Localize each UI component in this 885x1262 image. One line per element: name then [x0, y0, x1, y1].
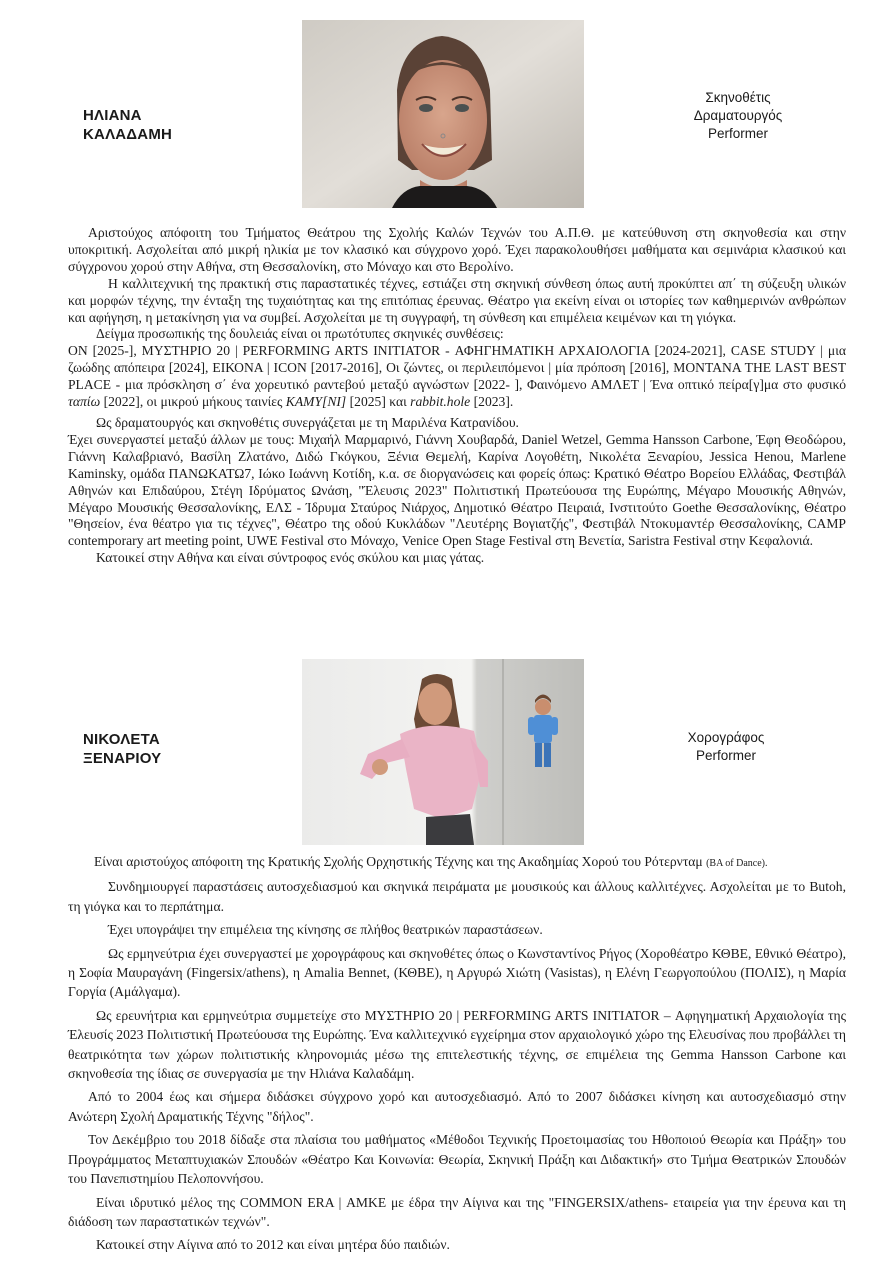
- first-name: ΝΙΚΟΛΕΤΑ: [83, 731, 160, 748]
- profile-photo-1: [302, 20, 584, 208]
- profile-name-1: [83, 106, 172, 144]
- role: Δραματουργός: [693, 108, 783, 123]
- bio-paragraph: Είναι ιδρυτικό μέλος της COMMON ERA | ΑΜΚΕ με έδρα την Αίγινα και της "FINGERSIX/athens- εταιρεία για την έρευνα και τη διάδοση των παραστατικών τεχνών".: [68, 1194, 846, 1229]
- works-text: ΟΝ [2025-], ΜΥΣΤΗΡΙΟ 20 | PERFORMING ARTS INITIATOR - ΑΦΗΓΗΜΑΤΙΚΗ ΑΡΧΑΙΟΛΟΓΙΑ [2024-2021], CASE STUDY | μια ζωώδης απόπειρα [2024], ΕΙΚΟΝΑ | ICON [2017-2016], Οι ζώντες, οι περιλειπόμενοι | μία πρόποση [2016], MONTANA THE LAST BEST PLACE - μια πρόσκληση σ΄ ένα χορευτικό ραντεβού μεταξύ αγνώστων [2022- ], Φαινόμενο ΑΜΛΕΤ | Ένα οπτικό πείρα[γ]μα στο φυσικό: [68, 343, 846, 393]
- role: Performer: [707, 126, 768, 141]
- bio-text: Είναι αριστούχος απόφοιτη της Κρατικής Σχολής Ορχηστικής Τέχνης και της Ακαδημίας Χορού του Ρότερνταμ: [94, 854, 707, 869]
- bio-paragraph: Έχει συνεργαστεί μεταξύ άλλων με τους: Μιχαήλ Μαρμαρινό, Γιάννη Χουβαρδά, Daniel Wetzel, Gemma Hansson Carbone, Έφη Θεοδώρου, Γιάννη Καλαβριανό, Βασίλη Ζλατάνο, Διδώ Γκόγκου, Ξένια Θεμελή, Καρίνα Λογοθέτη, Νικολέτα Ξεναρίου, Jessica Henou, Marlene Kaminsky, ομάδα ΠΑΝΩΚΑΤΩ7, Ιώκο Ιωάννη Κοτίδη, κ.α. σε διοργανώσεις και φορείς όπως: Κρατικό Θέατρο Βορείου Ελλάδας, Φεστιβάλ Αθηνών και Επιδαύρου, Στέγη Ιδρύματος Ωνάση, "Έλευσις 2023" Πολιτιστική Πρωτεύουσα της Ευρώπης, Μέγαρο Μουσικής Αθηνών, Μέγαρο Μουσικής Θεσσαλονίκης, ΕΛΣ - Ίδρυμα Σταύρος Νιάρχος, Δημοτικό Θέατρο Πειραιά, Ινστιτούτο Goethe Θεσσαλονίκης, Θέατρο "Θησείον, ένα θέατρο για τις τέχνες", Θέατρο της οδού Κυκλάδων "Λευτέρης Βογιατζής", Φεστιβάλ Ντοκυμαντέρ Θεσσαλονίκης, CAMP contemporary art meeting point, UWE Festival στο Μόναχο, Venice Open Stage Festival στη Βενετία, Saristra Festival στην Κεφαλονιά.: [68, 431, 846, 549]
- bio-paragraph: Κατοικεί στην Αίγινα από το 2012 και είναι μητέρα δύο παιδιών.: [96, 1237, 450, 1253]
- bio-paragraph: Ως δραματουργός και σκηνοθέτις συνεργάζεται με τη Μαριλένα Κατρανίδου.: [96, 414, 519, 430]
- role: Performer: [695, 748, 756, 763]
- profile-photo-2: [302, 659, 584, 845]
- first-name: ΗΛΙΑΝΑ: [83, 107, 142, 124]
- last-name: ΞΕΝΑΡΙΟΥ: [83, 750, 162, 767]
- bio-paragraph: Έχει υπογράψει την επιμέλεια της κίνησης σε πλήθος θεατρικών παραστάσεων.: [108, 922, 543, 938]
- portrait-photo-icon: [302, 20, 584, 208]
- works-list: [68, 343, 846, 411]
- role: Σκηνοθέτις: [705, 90, 771, 105]
- bio-paragraph: Τον Δεκέμβριο του 2018 δίδαξε στα πλαίσια του μαθήματος «Μέθοδοι Τεχνικής Προετοιμασίας του Ηθοποιού Θεωρία και Πράξη» του Προγράμματος Μεταπτυχιακών Σπουδών «Θέατρο Και Κοινωνία: Θεωρία, Σκηνική Πράξη και Διδακτική» στο Τμήμα Θεατρικών Σπουδών του Πανεπιστημίου Πελοποννήσου.: [68, 1132, 846, 1187]
- profile-roles-2: [656, 729, 796, 765]
- bio-paragraph: Η καλλιτεχνική της πρακτική στις παραστατικές τέχνες, εστιάζει στη σκηνική σύνθεση όπως αυτή προκύπτει απ΄ τη σύζευξη υλικών και μορφών τέχνης, την ένταξη της τυχαιότητας και της επιτόπιας έρευνας. Θέατρο για εκείνη είναι οι ιστορίες των καθημερινών ανθρώπων και αφήγηση, η μετακίνηση για να συμβεί. Ασχολείται με τη συγγραφή, τη σύνθεση και επιμέλεια κειμένων και τη γιόγκα.: [68, 275, 846, 325]
- dancer-photo-icon: [302, 659, 584, 845]
- profile-bio-1: [68, 225, 846, 567]
- degree-note: (BA of Dance).: [706, 858, 768, 869]
- last-name: ΚΑΛΑΔΑΜΗ: [83, 126, 173, 143]
- works-text: [2022], οι μικρού μήκους ταινίες: [100, 394, 286, 410]
- bio-paragraph: Αριστούχος απόφοιτη του Τμήματος Θεάτρου της Σχολής Καλών Τεχνών του Α.Π.Θ. με κατεύθυνση στη σκηνοθεσία και στην υποκριτική. Ασχολείται από μικρή ηλικία με τον κλασικό και σύγχρονο χορό. Έχει παρακολουθήσει μαθήματα και σεμινάρια κλασικού και σύγχρονου χορού στην Αθήνα, στη Θεσσαλονίκη, στο Μόναχο και στο Βερολίνο.: [68, 225, 846, 274]
- bio-paragraph: Ως ερευνήτρια και ερμηνεύτρια συμμετείχε στο ΜΥΣΤΗΡΙΟ 20 | PERFORMING ARTS INITIATOR – Αφηγηματική Αρχαιολογία της Έλευσίς 2023 Πολιτιστική Πρωτεύουσα της Ευρώπης. Ένα καλλιτεχνικό εγχείρημα στον αρχαιολογικό χώρο της Ελευσίνας που προβάλλει τη θεατρικότητα των χώρων πολιτιστικής κληρονομιάς μέσω της επιτελεστικής τέχνης, σε επιμέλεια της Gemma Hansson Carbone και σκηνοθεσία της ίδιας σε συνεργασία με την Ηλιάνα Καλαδάμη.: [68, 1007, 846, 1082]
- works-text: [2023].: [470, 394, 514, 410]
- works-italic: ταπίω: [68, 394, 101, 410]
- bio-paragraph: Ως ερμηνεύτρια έχει συνεργαστεί με χορογράφους και σκηνοθέτες όπως ο Κωνσταντίνος Ρήγος (Χοροθέατρο ΚΘΒΕ, Εθνικό Θέατρο), η Σοφία Μαυραγάνη (Fingersix/athens), η Amalia Bennet, (ΚΘΒΕ), η Αργυρώ Χιώτη (Vasistas), η Ελένη Γεωργοπούλου (ΠΟΛΙΣ), η Μαρία Γοργία (Αμάλγαμα).: [68, 945, 846, 1000]
- profile-roles-1: [668, 89, 808, 143]
- bio-paragraph: Συνδημιουργεί παραστάσεις αυτοσχεδιασμού και σκηνικά πειράματα με μουσικούς και άλλους καλλιτέχνες. Ασχολείται με το Butoh, τη γιόγκα και το περπάτημα.: [68, 879, 846, 914]
- bio-paragraph: Δείγμα προσωπικής της δουλειάς είναι οι πρωτότυπες σκηνικές συνθέσεις:: [96, 326, 504, 342]
- role: Χορογράφος: [687, 730, 765, 745]
- works-italic: rabbit.hole: [410, 394, 471, 410]
- bio-paragraph: [68, 852, 846, 873]
- bio-paragraph: Από το 2004 έως και σήμερα διδάσκει σύγχρονο χορό και αυτοσχεδιασμό. Από το 2007 διδάσκει κίνηση και αυτοσχεδιασμό στην Ανώτερη Σχολή Δραματικής Τέχνης "δήλος".: [68, 1089, 846, 1124]
- bio-paragraph: Κατοικεί στην Αθήνα και είναι σύντροφος ενός σκύλου και μιας γάτας.: [96, 550, 485, 566]
- works-italic: ΚΑΜΥ[ΝΙ]: [285, 394, 347, 410]
- profile-name-2: [83, 730, 161, 768]
- works-text: [2025] και: [346, 394, 411, 410]
- profile-bio-2: [68, 852, 846, 1255]
